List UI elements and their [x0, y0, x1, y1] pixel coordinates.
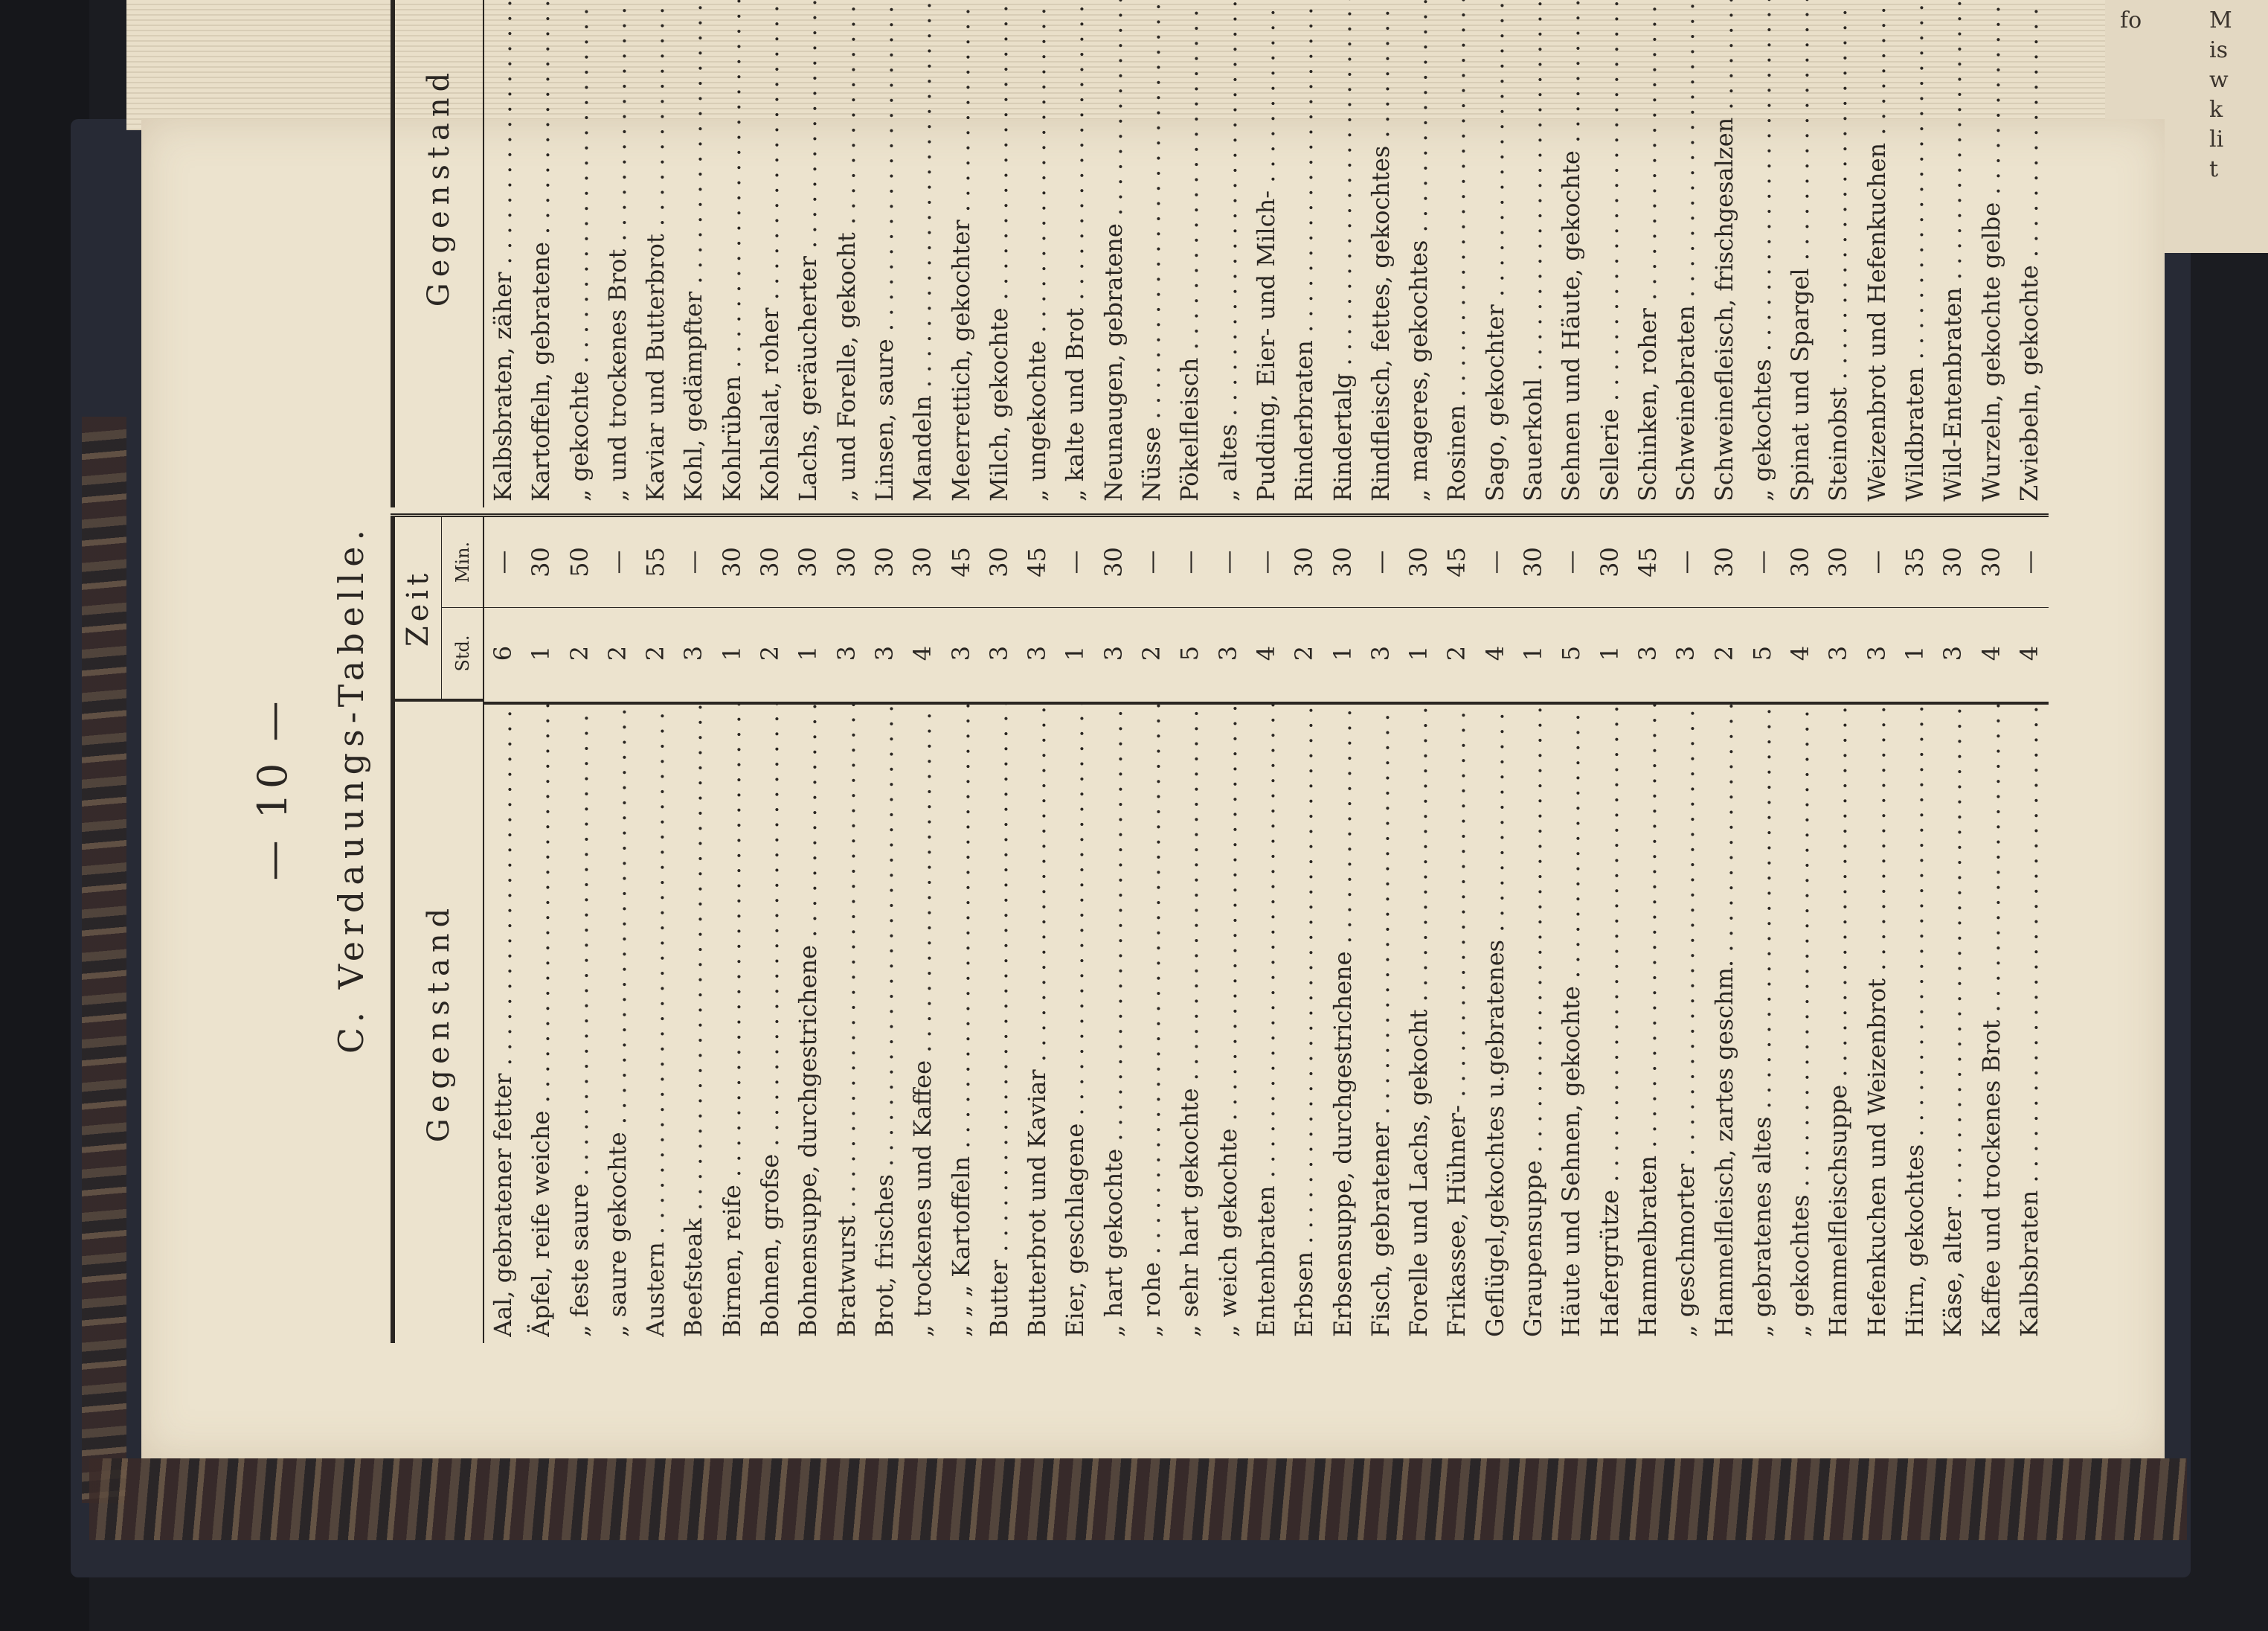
table-row [942, 0, 980, 507]
table-row [599, 517, 637, 1343]
food-item: Pudding, Eier- und Milch- . . . [1247, 0, 1285, 502]
table-row [1973, 0, 2011, 507]
food-item: Lachs, geräucherter . . . [789, 0, 827, 502]
table-row [789, 517, 827, 1343]
food-item: „ und Forelle, gekocht . . . [828, 0, 866, 502]
table-row [980, 0, 1018, 507]
food-item: Hafergrütze . . . [1591, 702, 1629, 1337]
table-row [1858, 517, 1896, 1343]
table-row [484, 0, 522, 507]
food-item: Entenbraten . . . [1247, 702, 1285, 1337]
digestion-minutes: 30 [1824, 547, 1853, 577]
food-item: „ gekochte . . . [561, 0, 599, 502]
table-row [599, 0, 637, 507]
book-page [141, 66, 2165, 1458]
table-row [1896, 517, 1934, 1343]
food-item: Käse, alter . . . [1934, 702, 1972, 1337]
food-item: Wildbraten . . . [1896, 0, 1934, 502]
digestion-hours: 1 [522, 607, 560, 699]
food-item: Austern . . . [637, 702, 675, 1337]
digestion-minutes: 30 [717, 547, 746, 577]
digestion-minutes: 30 [756, 547, 785, 577]
table-row [1819, 0, 1857, 507]
table-row [1667, 517, 1705, 1343]
table-row [1896, 0, 1934, 507]
food-item: „ hart gekochte . . . [1095, 702, 1133, 1337]
header-item: Gegenstand [395, 0, 483, 507]
food-item: Bohnen, grofse . . . [751, 702, 789, 1337]
digestion-hours: 3 [828, 607, 866, 699]
digestion-minutes: 45 [946, 547, 975, 577]
digestion-hours: 1 [1324, 607, 1362, 699]
digestion-hours: 3 [980, 607, 1018, 699]
table-body-right [484, 0, 2049, 507]
table-row [1552, 517, 1590, 1343]
digestion-minutes: 30 [1595, 547, 1624, 577]
food-item: „ rohe . . . [1133, 702, 1171, 1337]
table-row [1782, 517, 1819, 1343]
digestion-minutes: 50 [565, 547, 594, 577]
food-item: „ gebratenes altes . . . [1744, 702, 1782, 1337]
food-item: Meerrettich, gekochter . . . [942, 0, 980, 502]
digestion-minutes: 30 [1709, 547, 1738, 577]
table-row [1438, 517, 1476, 1343]
digestion-hours: 4 [1782, 607, 1819, 699]
table-row [1324, 0, 1362, 507]
digestion-table-left [391, 513, 2049, 1343]
table-row [1591, 517, 1629, 1343]
food-item: Geflügel,gekochtes u.gebratenes . . . [1477, 702, 1514, 1337]
table-row [866, 517, 904, 1343]
digestion-hours: 3 [1095, 607, 1133, 699]
digestion-hours: 3 [675, 607, 713, 699]
table-row [1056, 517, 1094, 1343]
digestion-hours: 4 [2011, 607, 2049, 699]
page-number: — 10 — [249, 696, 296, 881]
digestion-minutes: — [1480, 550, 1509, 574]
food-item: Hefenkuchen und Weizenbrot . . . [1858, 702, 1896, 1337]
food-item: „ gekochtes . . . [1782, 702, 1819, 1337]
table-row [1095, 517, 1133, 1343]
food-item: „ sehr hart gekochte . . . [1171, 702, 1209, 1337]
digestion-minutes: 30 [1404, 547, 1433, 577]
table-row [1247, 517, 1285, 1343]
food-item: „ saure gekochte . . . [599, 702, 637, 1337]
table-heading: C. Verdauungs-Tabelle. [331, 523, 371, 1054]
digestion-minutes: 30 [1976, 547, 2005, 577]
table-row [751, 0, 789, 507]
table-row [1285, 517, 1323, 1343]
food-item: Sehnen und Häute, gekochte . . . [1552, 0, 1590, 502]
digestion-hours: 1 [1400, 607, 1438, 699]
digestion-minutes: 30 [794, 547, 823, 577]
table-row [1362, 517, 1400, 1343]
table-row [561, 0, 599, 507]
digestion-hours: 2 [1706, 607, 1744, 699]
table-row [904, 517, 942, 1343]
table-row [828, 517, 866, 1343]
food-item: Sago, gekochter . . . [1477, 0, 1514, 502]
food-item: Schweinebraten . . . [1667, 0, 1705, 502]
digestion-hours: 1 [1591, 607, 1629, 699]
digestion-minutes: 30 [1290, 547, 1319, 577]
table-row [522, 517, 560, 1343]
food-item: „ feste saure . . . [561, 702, 599, 1337]
food-item: Steinobst . . . [1819, 0, 1857, 502]
digestion-hours: 2 [637, 607, 675, 699]
digestion-hours: 1 [789, 607, 827, 699]
table-row [1324, 517, 1362, 1343]
table-row [1744, 517, 1782, 1343]
food-item: Beefsteak . . . [675, 702, 713, 1337]
table-row [1782, 0, 1819, 507]
food-item: „ kalte und Brot . . . [1056, 0, 1094, 502]
food-item: Butter . . . [980, 702, 1018, 1337]
digestion-minutes: — [1213, 550, 1242, 574]
food-item: Milch, gekochte . . . [980, 0, 1018, 502]
table-row [2011, 0, 2049, 507]
food-item: Rindertalg . . . [1324, 0, 1362, 502]
table-row [1477, 0, 1514, 507]
header-minutes: Min. [441, 517, 484, 607]
digestion-minutes: 30 [870, 547, 899, 577]
digestion-minutes: — [1061, 550, 1090, 574]
food-item: Äpfel, reife weiche . . . [522, 702, 560, 1337]
digestion-hours: 3 [1018, 607, 1056, 699]
digestion-minutes: — [1862, 550, 1891, 574]
table-row [1706, 517, 1744, 1343]
table-row [1171, 0, 1209, 507]
food-item: Graupensuppe . . . [1514, 702, 1552, 1337]
table-row [942, 517, 980, 1343]
header-hours: Std. [441, 607, 484, 699]
opposite-page-text: t [2209, 156, 2219, 182]
digestion-hours: 5 [1552, 607, 1590, 699]
table-row [1629, 0, 1667, 507]
food-item: „ ungekochte . . . [1018, 0, 1056, 502]
digestion-minutes: — [1137, 550, 1166, 574]
table-row [675, 517, 713, 1343]
opposite-page-text: w [2209, 67, 2229, 93]
food-item: Kohlrüben . . . [713, 0, 751, 502]
table-body-left [484, 517, 2049, 1343]
food-item: Hirn, gekochtes . . . [1896, 702, 1934, 1337]
table-row [1667, 0, 1705, 507]
table-row [751, 517, 789, 1343]
table-row [1133, 0, 1171, 507]
digestion-minutes: 35 [1900, 547, 1929, 577]
digestion-hours: 2 [1133, 607, 1171, 699]
digestion-minutes: — [1366, 550, 1395, 574]
digestion-minutes: — [679, 550, 708, 574]
digestion-hours: 6 [484, 607, 522, 699]
food-item: Zwiebeln, gekochte . . . [2011, 0, 2049, 502]
digestion-minutes: 45 [1442, 547, 1471, 577]
digestion-minutes: 30 [527, 547, 556, 577]
table-row [904, 0, 942, 507]
digestion-hours: 4 [1477, 607, 1514, 699]
table-row [828, 0, 866, 507]
digestion-minutes: — [1747, 550, 1776, 574]
digestion-hours: 1 [713, 607, 751, 699]
table-row [1095, 0, 1133, 507]
food-item: Hammelfleischsuppe . . . [1819, 702, 1857, 1337]
food-item: Kaviar und Butterbrot . . . [637, 0, 675, 502]
opposite-page-text: li [2209, 126, 2224, 153]
food-item: „ mageres, gekochtes . . . [1400, 0, 1438, 502]
digestion-hours: 4 [904, 607, 942, 699]
food-item: Kalbsbraten, zäher . . . [484, 0, 522, 502]
food-item: Sauerkohl . . . [1514, 0, 1552, 502]
digestion-minutes: 55 [641, 547, 670, 577]
table-row [1934, 0, 1972, 507]
food-item: Wild-Entenbraten . . . [1934, 0, 1972, 502]
food-item: Kohlsalat, roher . . . [751, 0, 789, 502]
table-row [1438, 0, 1476, 507]
table-row [1858, 0, 1896, 507]
marbled-edge-left [82, 417, 126, 1503]
food-item: „ weich gekochte . . . [1210, 702, 1247, 1337]
digestion-minutes: 45 [1633, 547, 1662, 577]
digestion-hours: 1 [1896, 607, 1934, 699]
table-row [866, 0, 904, 507]
food-item: „ „ „ Kartoffeln . . . [942, 702, 980, 1337]
table-row [1018, 517, 1056, 1343]
digestion-minutes: 30 [1938, 547, 1967, 577]
digestion-minutes: — [1557, 550, 1586, 574]
table-row [713, 0, 751, 507]
table-row [2011, 517, 2049, 1343]
food-item: „ geschmorter . . . [1667, 702, 1705, 1337]
food-item: Kartoffeln, gebratene . . . [522, 0, 560, 502]
digestion-minutes: 30 [1519, 547, 1548, 577]
digestion-minutes: 45 [1023, 547, 1052, 577]
food-item: Weizenbrot und Hefenkuchen . . . [1858, 0, 1896, 502]
digestion-minutes: — [489, 550, 517, 574]
digestion-minutes: — [2014, 550, 2043, 574]
digestion-hours: 5 [1171, 607, 1209, 699]
food-item: Rosinen . . . [1438, 0, 1476, 502]
digestion-hours: 2 [599, 607, 637, 699]
food-item: „ trockenes und Kaffee . . . [904, 702, 942, 1337]
food-item: Hammelbraten . . . [1629, 702, 1667, 1337]
opposite-page-text: M [2209, 7, 2232, 33]
food-item: Kaffee und trockenes Brot . . . [1973, 702, 2011, 1337]
table-row [1018, 0, 1056, 507]
food-item: „ altes . . . [1210, 0, 1247, 502]
food-item: Eier, geschlagene . . . [1056, 702, 1094, 1337]
digestion-hours: 4 [1247, 607, 1285, 699]
food-item: Butterbrot und Kaviar . . . [1018, 702, 1056, 1337]
food-item: Erbsen . . . [1285, 702, 1323, 1337]
table-row [1247, 0, 1285, 507]
digestion-minutes: 30 [1099, 547, 1128, 577]
table-row [1362, 0, 1400, 507]
digestion-hours: 3 [1667, 607, 1705, 699]
table-row [1400, 0, 1438, 507]
food-item: Spinat und Spargel . . . [1782, 0, 1819, 502]
digestion-hours: 1 [1056, 607, 1094, 699]
table-row [1706, 0, 1744, 507]
food-item: Brot, frisches . . . [866, 702, 904, 1337]
digestion-hours: 3 [1858, 607, 1896, 699]
digestion-minutes: — [1671, 550, 1700, 574]
table-row [1934, 517, 1972, 1343]
table-row [675, 0, 713, 507]
digestion-minutes: — [1175, 550, 1204, 574]
food-item: Kalbsbraten . . . [2011, 702, 2049, 1337]
digestion-minutes: — [603, 550, 632, 574]
table-row [637, 0, 675, 507]
digestion-hours: 3 [1210, 607, 1247, 699]
food-item: Linsen, saure . . . [866, 0, 904, 502]
marbled-edge-bottom [89, 1458, 2187, 1540]
table-row [1285, 0, 1323, 507]
table-row [1819, 517, 1857, 1343]
table-row [1514, 0, 1552, 507]
food-item: Fisch, gebratener . . . [1362, 702, 1400, 1337]
food-item: „ gekochtes . . . [1744, 0, 1782, 502]
food-item: Hammelfleisch, zartes geschm. . . . [1706, 702, 1744, 1337]
digestion-minutes: 30 [908, 547, 937, 577]
food-item: Mandeln . . . [904, 0, 942, 502]
digestion-hours: 3 [1934, 607, 1972, 699]
food-item: Rindfleisch, fettes, gekochtes . . . [1362, 0, 1400, 502]
digestion-minutes: 30 [984, 547, 1013, 577]
header-item: Gegenstand [395, 699, 483, 1343]
table-row [1171, 517, 1209, 1343]
table-row [1477, 517, 1514, 1343]
food-item: Erbsensuppe, durchgestrichene . . . [1324, 702, 1362, 1337]
table-row [637, 517, 675, 1343]
opposite-page-text: fo [2120, 7, 2142, 33]
digestion-hours: 4 [1973, 607, 2011, 699]
food-item: Sellerie . . . [1591, 0, 1629, 502]
digestion-hours: 2 [561, 607, 599, 699]
table-row [713, 517, 751, 1343]
digestion-hours: 3 [866, 607, 904, 699]
table-row [522, 0, 560, 507]
food-item: Schinken, roher . . . [1629, 0, 1667, 502]
table-row [561, 517, 599, 1343]
digestion-hours: 3 [1819, 607, 1857, 699]
food-item: Birnen, reife . . . [713, 702, 751, 1337]
food-item: Pökelfleisch . . . [1171, 0, 1209, 502]
opposite-page-text: k [2209, 97, 2223, 123]
food-item: Aal, gebratener fetter . . . [484, 702, 522, 1337]
food-item: Kohl, gedämpfter . . . [675, 0, 713, 502]
table-row [1591, 0, 1629, 507]
table-row [1056, 0, 1094, 507]
food-item: Bohnensuppe, durchgestrichene . . . [789, 702, 827, 1337]
digestion-minutes: 30 [1328, 547, 1357, 577]
digestion-hours: 2 [1438, 607, 1476, 699]
digestion-hours: 2 [751, 607, 789, 699]
table-row [1973, 517, 2011, 1343]
table-header [391, 517, 484, 1343]
table-row [980, 517, 1018, 1343]
food-item: Rinderbraten . . . [1285, 0, 1323, 502]
table-row [1629, 517, 1667, 1343]
food-item: Frikassee, Hühner- . . . [1438, 702, 1476, 1337]
table-row [1210, 517, 1247, 1343]
digestion-hours: 5 [1744, 607, 1782, 699]
digestion-hours: 1 [1514, 607, 1552, 699]
rotated-page-content [208, 66, 2098, 1443]
digestion-minutes: 30 [832, 547, 861, 577]
food-item: Häute und Sehnen, gekochte . . . [1552, 702, 1590, 1337]
table-row [789, 0, 827, 507]
digestion-hours: 3 [942, 607, 980, 699]
food-item: Neunaugen, gebratene . . . [1095, 0, 1133, 502]
food-item: Schweinefleisch, frischgesalzen . . . [1706, 0, 1744, 502]
table-row [1210, 0, 1247, 507]
table-row [1744, 0, 1782, 507]
digestion-hours: 2 [1285, 607, 1323, 699]
table-row [484, 517, 522, 1343]
table-row [1133, 517, 1171, 1343]
opposite-page-text: is [2209, 37, 2228, 63]
food-item: Wurzeln, gekochte gelbe . . . [1973, 0, 2011, 502]
food-item: Nüsse . . . [1133, 0, 1171, 502]
table-row [1400, 517, 1438, 1343]
digestion-hours: 3 [1362, 607, 1400, 699]
table-row [1514, 517, 1552, 1343]
digestion-minutes: 30 [1786, 547, 1815, 577]
digestion-table-right [391, 0, 2049, 507]
header-time: Zeit [401, 568, 435, 647]
table-row [1552, 0, 1590, 507]
digestion-minutes: — [1251, 550, 1280, 574]
food-item: Forelle und Lachs, gekocht . . . [1400, 702, 1438, 1337]
table-header [391, 0, 484, 507]
food-item: „ und trockenes Brot . . . [599, 0, 637, 502]
digestion-hours: 3 [1629, 607, 1667, 699]
food-item: Bratwurst . . . [828, 702, 866, 1337]
